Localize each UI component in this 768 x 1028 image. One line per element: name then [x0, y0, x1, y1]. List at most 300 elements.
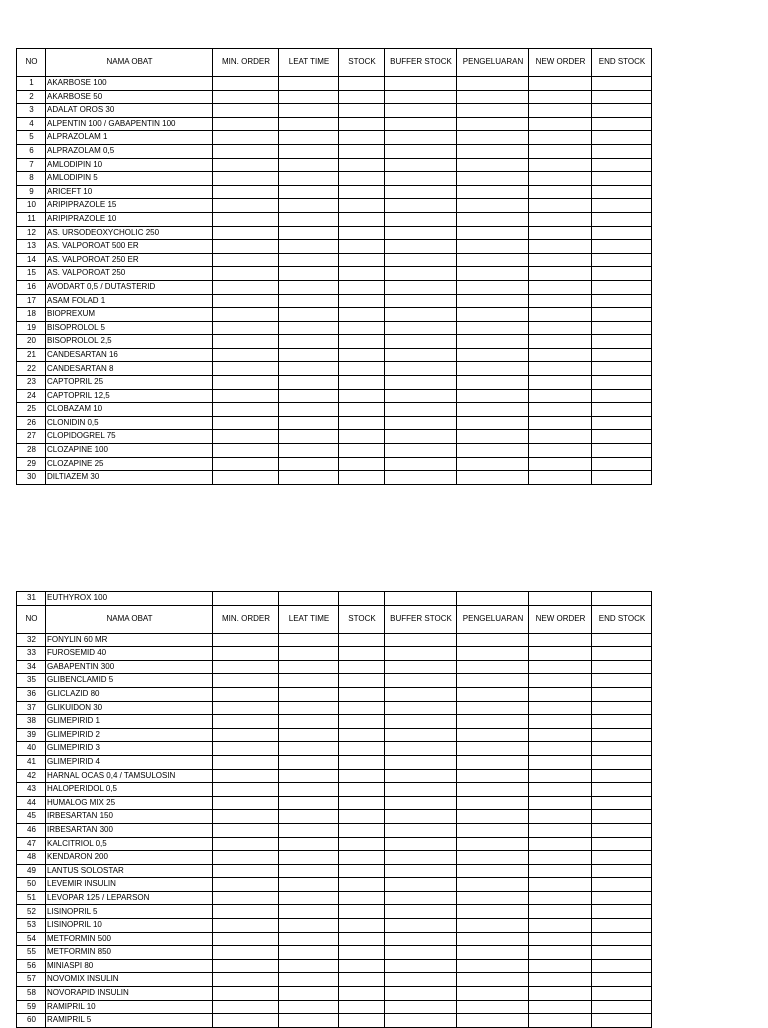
cell-stock[interactable]: [339, 104, 385, 118]
cell-pengeluaran[interactable]: [457, 172, 529, 186]
cell-pengeluaran[interactable]: [457, 389, 529, 403]
cell-new-order[interactable]: [529, 783, 592, 797]
cell-leat-time[interactable]: [279, 919, 339, 933]
cell-stock[interactable]: [339, 823, 385, 837]
cell-pengeluaran[interactable]: [457, 430, 529, 444]
cell-new-order[interactable]: [529, 240, 592, 254]
cell-end-stock[interactable]: [592, 905, 652, 919]
cell-pengeluaran[interactable]: [457, 987, 529, 1001]
cell-pengeluaran[interactable]: [457, 742, 529, 756]
cell-buffer-stock[interactable]: [385, 973, 457, 987]
cell-min-order[interactable]: [213, 185, 279, 199]
cell-end-stock[interactable]: [592, 796, 652, 810]
cell-leat-time[interactable]: [279, 687, 339, 701]
cell-min-order[interactable]: [213, 959, 279, 973]
cell-pengeluaran[interactable]: [457, 444, 529, 458]
cell-leat-time[interactable]: [279, 987, 339, 1001]
cell-pengeluaran[interactable]: [457, 321, 529, 335]
cell-min-order[interactable]: [213, 864, 279, 878]
cell-stock[interactable]: [339, 158, 385, 172]
cell-leat-time[interactable]: [279, 348, 339, 362]
cell-stock[interactable]: [339, 144, 385, 158]
cell-new-order[interactable]: [529, 633, 592, 647]
cell-end-stock[interactable]: [592, 647, 652, 661]
cell-pengeluaran[interactable]: [457, 117, 529, 131]
cell-leat-time[interactable]: [279, 226, 339, 240]
cell-stock[interactable]: [339, 416, 385, 430]
cell-stock[interactable]: [339, 335, 385, 349]
cell-buffer-stock[interactable]: [385, 308, 457, 322]
cell-end-stock[interactable]: [592, 633, 652, 647]
cell-buffer-stock[interactable]: [385, 403, 457, 417]
cell-new-order[interactable]: [529, 1014, 592, 1028]
cell-min-order[interactable]: [213, 987, 279, 1001]
cell-end-stock[interactable]: [592, 362, 652, 376]
cell-new-order[interactable]: [529, 403, 592, 417]
cell-min-order[interactable]: [213, 158, 279, 172]
cell-buffer-stock[interactable]: [385, 592, 457, 606]
cell-min-order[interactable]: [213, 633, 279, 647]
cell-min-order[interactable]: [213, 851, 279, 865]
cell-buffer-stock[interactable]: [385, 674, 457, 688]
cell-pengeluaran[interactable]: [457, 674, 529, 688]
cell-min-order[interactable]: [213, 592, 279, 606]
cell-buffer-stock[interactable]: [385, 864, 457, 878]
cell-leat-time[interactable]: [279, 321, 339, 335]
cell-pengeluaran[interactable]: [457, 647, 529, 661]
cell-leat-time[interactable]: [279, 796, 339, 810]
cell-new-order[interactable]: [529, 878, 592, 892]
cell-stock[interactable]: [339, 878, 385, 892]
cell-buffer-stock[interactable]: [385, 294, 457, 308]
cell-stock[interactable]: [339, 647, 385, 661]
cell-end-stock[interactable]: [592, 308, 652, 322]
cell-leat-time[interactable]: [279, 878, 339, 892]
cell-end-stock[interactable]: [592, 240, 652, 254]
cell-stock[interactable]: [339, 783, 385, 797]
cell-min-order[interactable]: [213, 457, 279, 471]
cell-stock[interactable]: [339, 267, 385, 281]
cell-end-stock[interactable]: [592, 837, 652, 851]
cell-leat-time[interactable]: [279, 457, 339, 471]
cell-new-order[interactable]: [529, 919, 592, 933]
cell-end-stock[interactable]: [592, 715, 652, 729]
cell-buffer-stock[interactable]: [385, 715, 457, 729]
cell-end-stock[interactable]: [592, 403, 652, 417]
cell-leat-time[interactable]: [279, 783, 339, 797]
cell-new-order[interactable]: [529, 226, 592, 240]
cell-min-order[interactable]: [213, 755, 279, 769]
cell-leat-time[interactable]: [279, 117, 339, 131]
cell-buffer-stock[interactable]: [385, 823, 457, 837]
cell-new-order[interactable]: [529, 987, 592, 1001]
cell-end-stock[interactable]: [592, 185, 652, 199]
cell-new-order[interactable]: [529, 430, 592, 444]
cell-min-order[interactable]: [213, 715, 279, 729]
cell-buffer-stock[interactable]: [385, 430, 457, 444]
cell-new-order[interactable]: [529, 131, 592, 145]
cell-min-order[interactable]: [213, 444, 279, 458]
cell-buffer-stock[interactable]: [385, 348, 457, 362]
cell-pengeluaran[interactable]: [457, 592, 529, 606]
cell-end-stock[interactable]: [592, 389, 652, 403]
cell-end-stock[interactable]: [592, 932, 652, 946]
cell-buffer-stock[interactable]: [385, 321, 457, 335]
cell-new-order[interactable]: [529, 810, 592, 824]
cell-min-order[interactable]: [213, 905, 279, 919]
cell-leat-time[interactable]: [279, 823, 339, 837]
cell-stock[interactable]: [339, 294, 385, 308]
cell-stock[interactable]: [339, 959, 385, 973]
cell-leat-time[interactable]: [279, 728, 339, 742]
cell-buffer-stock[interactable]: [385, 810, 457, 824]
cell-leat-time[interactable]: [279, 430, 339, 444]
cell-stock[interactable]: [339, 633, 385, 647]
cell-new-order[interactable]: [529, 715, 592, 729]
cell-end-stock[interactable]: [592, 416, 652, 430]
cell-pengeluaran[interactable]: [457, 104, 529, 118]
cell-buffer-stock[interactable]: [385, 1014, 457, 1028]
cell-pengeluaran[interactable]: [457, 973, 529, 987]
cell-leat-time[interactable]: [279, 891, 339, 905]
cell-leat-time[interactable]: [279, 633, 339, 647]
cell-buffer-stock[interactable]: [385, 457, 457, 471]
cell-buffer-stock[interactable]: [385, 158, 457, 172]
cell-pengeluaran[interactable]: [457, 919, 529, 933]
cell-end-stock[interactable]: [592, 471, 652, 485]
cell-pengeluaran[interactable]: [457, 783, 529, 797]
cell-min-order[interactable]: [213, 810, 279, 824]
cell-new-order[interactable]: [529, 144, 592, 158]
cell-pengeluaran[interactable]: [457, 864, 529, 878]
cell-stock[interactable]: [339, 457, 385, 471]
cell-end-stock[interactable]: [592, 335, 652, 349]
cell-buffer-stock[interactable]: [385, 185, 457, 199]
cell-buffer-stock[interactable]: [385, 755, 457, 769]
cell-pengeluaran[interactable]: [457, 959, 529, 973]
cell-leat-time[interactable]: [279, 755, 339, 769]
cell-stock[interactable]: [339, 919, 385, 933]
cell-stock[interactable]: [339, 77, 385, 91]
cell-pengeluaran[interactable]: [457, 687, 529, 701]
cell-new-order[interactable]: [529, 755, 592, 769]
cell-new-order[interactable]: [529, 362, 592, 376]
cell-pengeluaran[interactable]: [457, 728, 529, 742]
cell-buffer-stock[interactable]: [385, 376, 457, 390]
cell-pengeluaran[interactable]: [457, 226, 529, 240]
cell-leat-time[interactable]: [279, 90, 339, 104]
cell-leat-time[interactable]: [279, 308, 339, 322]
cell-leat-time[interactable]: [279, 905, 339, 919]
cell-min-order[interactable]: [213, 131, 279, 145]
cell-pengeluaran[interactable]: [457, 823, 529, 837]
cell-buffer-stock[interactable]: [385, 728, 457, 742]
cell-buffer-stock[interactable]: [385, 240, 457, 254]
cell-pengeluaran[interactable]: [457, 212, 529, 226]
cell-leat-time[interactable]: [279, 240, 339, 254]
cell-stock[interactable]: [339, 321, 385, 335]
cell-pengeluaran[interactable]: [457, 878, 529, 892]
cell-min-order[interactable]: [213, 212, 279, 226]
cell-end-stock[interactable]: [592, 959, 652, 973]
cell-new-order[interactable]: [529, 77, 592, 91]
cell-stock[interactable]: [339, 199, 385, 213]
cell-min-order[interactable]: [213, 280, 279, 294]
cell-buffer-stock[interactable]: [385, 199, 457, 213]
cell-leat-time[interactable]: [279, 280, 339, 294]
cell-new-order[interactable]: [529, 321, 592, 335]
cell-stock[interactable]: [339, 1000, 385, 1014]
cell-pengeluaran[interactable]: [457, 335, 529, 349]
cell-buffer-stock[interactable]: [385, 1000, 457, 1014]
cell-stock[interactable]: [339, 90, 385, 104]
cell-end-stock[interactable]: [592, 823, 652, 837]
cell-leat-time[interactable]: [279, 959, 339, 973]
cell-buffer-stock[interactable]: [385, 959, 457, 973]
cell-leat-time[interactable]: [279, 294, 339, 308]
cell-stock[interactable]: [339, 687, 385, 701]
cell-end-stock[interactable]: [592, 674, 652, 688]
cell-stock[interactable]: [339, 660, 385, 674]
cell-new-order[interactable]: [529, 946, 592, 960]
cell-stock[interactable]: [339, 240, 385, 254]
cell-leat-time[interactable]: [279, 172, 339, 186]
cell-stock[interactable]: [339, 851, 385, 865]
cell-stock[interactable]: [339, 755, 385, 769]
cell-pengeluaran[interactable]: [457, 308, 529, 322]
cell-pengeluaran[interactable]: [457, 280, 529, 294]
cell-new-order[interactable]: [529, 416, 592, 430]
cell-min-order[interactable]: [213, 376, 279, 390]
cell-end-stock[interactable]: [592, 267, 652, 281]
cell-pengeluaran[interactable]: [457, 240, 529, 254]
cell-end-stock[interactable]: [592, 701, 652, 715]
cell-leat-time[interactable]: [279, 199, 339, 213]
cell-leat-time[interactable]: [279, 647, 339, 661]
cell-stock[interactable]: [339, 348, 385, 362]
cell-new-order[interactable]: [529, 837, 592, 851]
cell-end-stock[interactable]: [592, 742, 652, 756]
cell-stock[interactable]: [339, 796, 385, 810]
cell-end-stock[interactable]: [592, 457, 652, 471]
cell-pengeluaran[interactable]: [457, 348, 529, 362]
cell-end-stock[interactable]: [592, 891, 652, 905]
cell-stock[interactable]: [339, 864, 385, 878]
cell-pengeluaran[interactable]: [457, 660, 529, 674]
cell-stock[interactable]: [339, 253, 385, 267]
cell-end-stock[interactable]: [592, 687, 652, 701]
cell-min-order[interactable]: [213, 823, 279, 837]
cell-end-stock[interactable]: [592, 660, 652, 674]
cell-end-stock[interactable]: [592, 321, 652, 335]
cell-leat-time[interactable]: [279, 660, 339, 674]
cell-buffer-stock[interactable]: [385, 172, 457, 186]
cell-pengeluaran[interactable]: [457, 851, 529, 865]
cell-leat-time[interactable]: [279, 77, 339, 91]
cell-new-order[interactable]: [529, 891, 592, 905]
cell-buffer-stock[interactable]: [385, 280, 457, 294]
cell-stock[interactable]: [339, 891, 385, 905]
cell-new-order[interactable]: [529, 701, 592, 715]
cell-end-stock[interactable]: [592, 755, 652, 769]
cell-buffer-stock[interactable]: [385, 90, 457, 104]
cell-min-order[interactable]: [213, 321, 279, 335]
cell-new-order[interactable]: [529, 959, 592, 973]
cell-end-stock[interactable]: [592, 769, 652, 783]
cell-buffer-stock[interactable]: [385, 267, 457, 281]
cell-new-order[interactable]: [529, 905, 592, 919]
cell-buffer-stock[interactable]: [385, 919, 457, 933]
cell-min-order[interactable]: [213, 253, 279, 267]
cell-buffer-stock[interactable]: [385, 742, 457, 756]
cell-new-order[interactable]: [529, 172, 592, 186]
cell-buffer-stock[interactable]: [385, 362, 457, 376]
cell-stock[interactable]: [339, 728, 385, 742]
cell-min-order[interactable]: [213, 660, 279, 674]
cell-stock[interactable]: [339, 280, 385, 294]
cell-new-order[interactable]: [529, 932, 592, 946]
cell-buffer-stock[interactable]: [385, 131, 457, 145]
cell-pengeluaran[interactable]: [457, 253, 529, 267]
cell-leat-time[interactable]: [279, 267, 339, 281]
cell-leat-time[interactable]: [279, 973, 339, 987]
cell-leat-time[interactable]: [279, 715, 339, 729]
cell-stock[interactable]: [339, 308, 385, 322]
cell-stock[interactable]: [339, 973, 385, 987]
cell-buffer-stock[interactable]: [385, 633, 457, 647]
cell-min-order[interactable]: [213, 471, 279, 485]
cell-stock[interactable]: [339, 403, 385, 417]
cell-buffer-stock[interactable]: [385, 851, 457, 865]
cell-end-stock[interactable]: [592, 1014, 652, 1028]
cell-pengeluaran[interactable]: [457, 701, 529, 715]
cell-buffer-stock[interactable]: [385, 701, 457, 715]
cell-buffer-stock[interactable]: [385, 212, 457, 226]
cell-stock[interactable]: [339, 674, 385, 688]
cell-stock[interactable]: [339, 701, 385, 715]
cell-stock[interactable]: [339, 810, 385, 824]
cell-min-order[interactable]: [213, 348, 279, 362]
cell-buffer-stock[interactable]: [385, 987, 457, 1001]
cell-stock[interactable]: [339, 362, 385, 376]
cell-stock[interactable]: [339, 389, 385, 403]
cell-buffer-stock[interactable]: [385, 471, 457, 485]
cell-leat-time[interactable]: [279, 674, 339, 688]
cell-pengeluaran[interactable]: [457, 90, 529, 104]
cell-new-order[interactable]: [529, 376, 592, 390]
cell-stock[interactable]: [339, 837, 385, 851]
cell-end-stock[interactable]: [592, 104, 652, 118]
cell-buffer-stock[interactable]: [385, 878, 457, 892]
cell-buffer-stock[interactable]: [385, 837, 457, 851]
cell-end-stock[interactable]: [592, 131, 652, 145]
cell-leat-time[interactable]: [279, 158, 339, 172]
cell-pengeluaran[interactable]: [457, 294, 529, 308]
cell-new-order[interactable]: [529, 660, 592, 674]
cell-min-order[interactable]: [213, 308, 279, 322]
cell-stock[interactable]: [339, 376, 385, 390]
cell-end-stock[interactable]: [592, 226, 652, 240]
cell-min-order[interactable]: [213, 430, 279, 444]
cell-buffer-stock[interactable]: [385, 444, 457, 458]
cell-leat-time[interactable]: [279, 376, 339, 390]
cell-min-order[interactable]: [213, 117, 279, 131]
cell-new-order[interactable]: [529, 104, 592, 118]
cell-stock[interactable]: [339, 932, 385, 946]
cell-new-order[interactable]: [529, 253, 592, 267]
cell-leat-time[interactable]: [279, 471, 339, 485]
cell-new-order[interactable]: [529, 308, 592, 322]
cell-min-order[interactable]: [213, 878, 279, 892]
cell-min-order[interactable]: [213, 144, 279, 158]
cell-new-order[interactable]: [529, 267, 592, 281]
cell-new-order[interactable]: [529, 769, 592, 783]
cell-end-stock[interactable]: [592, 946, 652, 960]
cell-new-order[interactable]: [529, 647, 592, 661]
cell-stock[interactable]: [339, 905, 385, 919]
cell-min-order[interactable]: [213, 1000, 279, 1014]
cell-min-order[interactable]: [213, 77, 279, 91]
cell-stock[interactable]: [339, 212, 385, 226]
cell-min-order[interactable]: [213, 90, 279, 104]
cell-end-stock[interactable]: [592, 90, 652, 104]
cell-stock[interactable]: [339, 172, 385, 186]
cell-stock[interactable]: [339, 444, 385, 458]
cell-stock[interactable]: [339, 131, 385, 145]
cell-min-order[interactable]: [213, 687, 279, 701]
cell-leat-time[interactable]: [279, 389, 339, 403]
cell-min-order[interactable]: [213, 973, 279, 987]
cell-pengeluaran[interactable]: [457, 77, 529, 91]
cell-pengeluaran[interactable]: [457, 471, 529, 485]
cell-stock[interactable]: [339, 946, 385, 960]
cell-pengeluaran[interactable]: [457, 416, 529, 430]
cell-buffer-stock[interactable]: [385, 389, 457, 403]
cell-leat-time[interactable]: [279, 253, 339, 267]
cell-end-stock[interactable]: [592, 851, 652, 865]
cell-leat-time[interactable]: [279, 769, 339, 783]
cell-leat-time[interactable]: [279, 403, 339, 417]
cell-pengeluaran[interactable]: [457, 457, 529, 471]
cell-new-order[interactable]: [529, 973, 592, 987]
cell-end-stock[interactable]: [592, 810, 652, 824]
cell-end-stock[interactable]: [592, 253, 652, 267]
cell-new-order[interactable]: [529, 592, 592, 606]
cell-new-order[interactable]: [529, 864, 592, 878]
cell-pengeluaran[interactable]: [457, 891, 529, 905]
cell-new-order[interactable]: [529, 728, 592, 742]
cell-pengeluaran[interactable]: [457, 362, 529, 376]
cell-leat-time[interactable]: [279, 104, 339, 118]
cell-end-stock[interactable]: [592, 728, 652, 742]
cell-new-order[interactable]: [529, 444, 592, 458]
cell-leat-time[interactable]: [279, 946, 339, 960]
cell-stock[interactable]: [339, 1014, 385, 1028]
cell-pengeluaran[interactable]: [457, 376, 529, 390]
cell-min-order[interactable]: [213, 701, 279, 715]
cell-leat-time[interactable]: [279, 335, 339, 349]
cell-buffer-stock[interactable]: [385, 335, 457, 349]
cell-leat-time[interactable]: [279, 444, 339, 458]
cell-new-order[interactable]: [529, 335, 592, 349]
cell-min-order[interactable]: [213, 294, 279, 308]
cell-new-order[interactable]: [529, 823, 592, 837]
cell-new-order[interactable]: [529, 471, 592, 485]
cell-leat-time[interactable]: [279, 185, 339, 199]
cell-min-order[interactable]: [213, 1014, 279, 1028]
cell-stock[interactable]: [339, 742, 385, 756]
cell-end-stock[interactable]: [592, 864, 652, 878]
